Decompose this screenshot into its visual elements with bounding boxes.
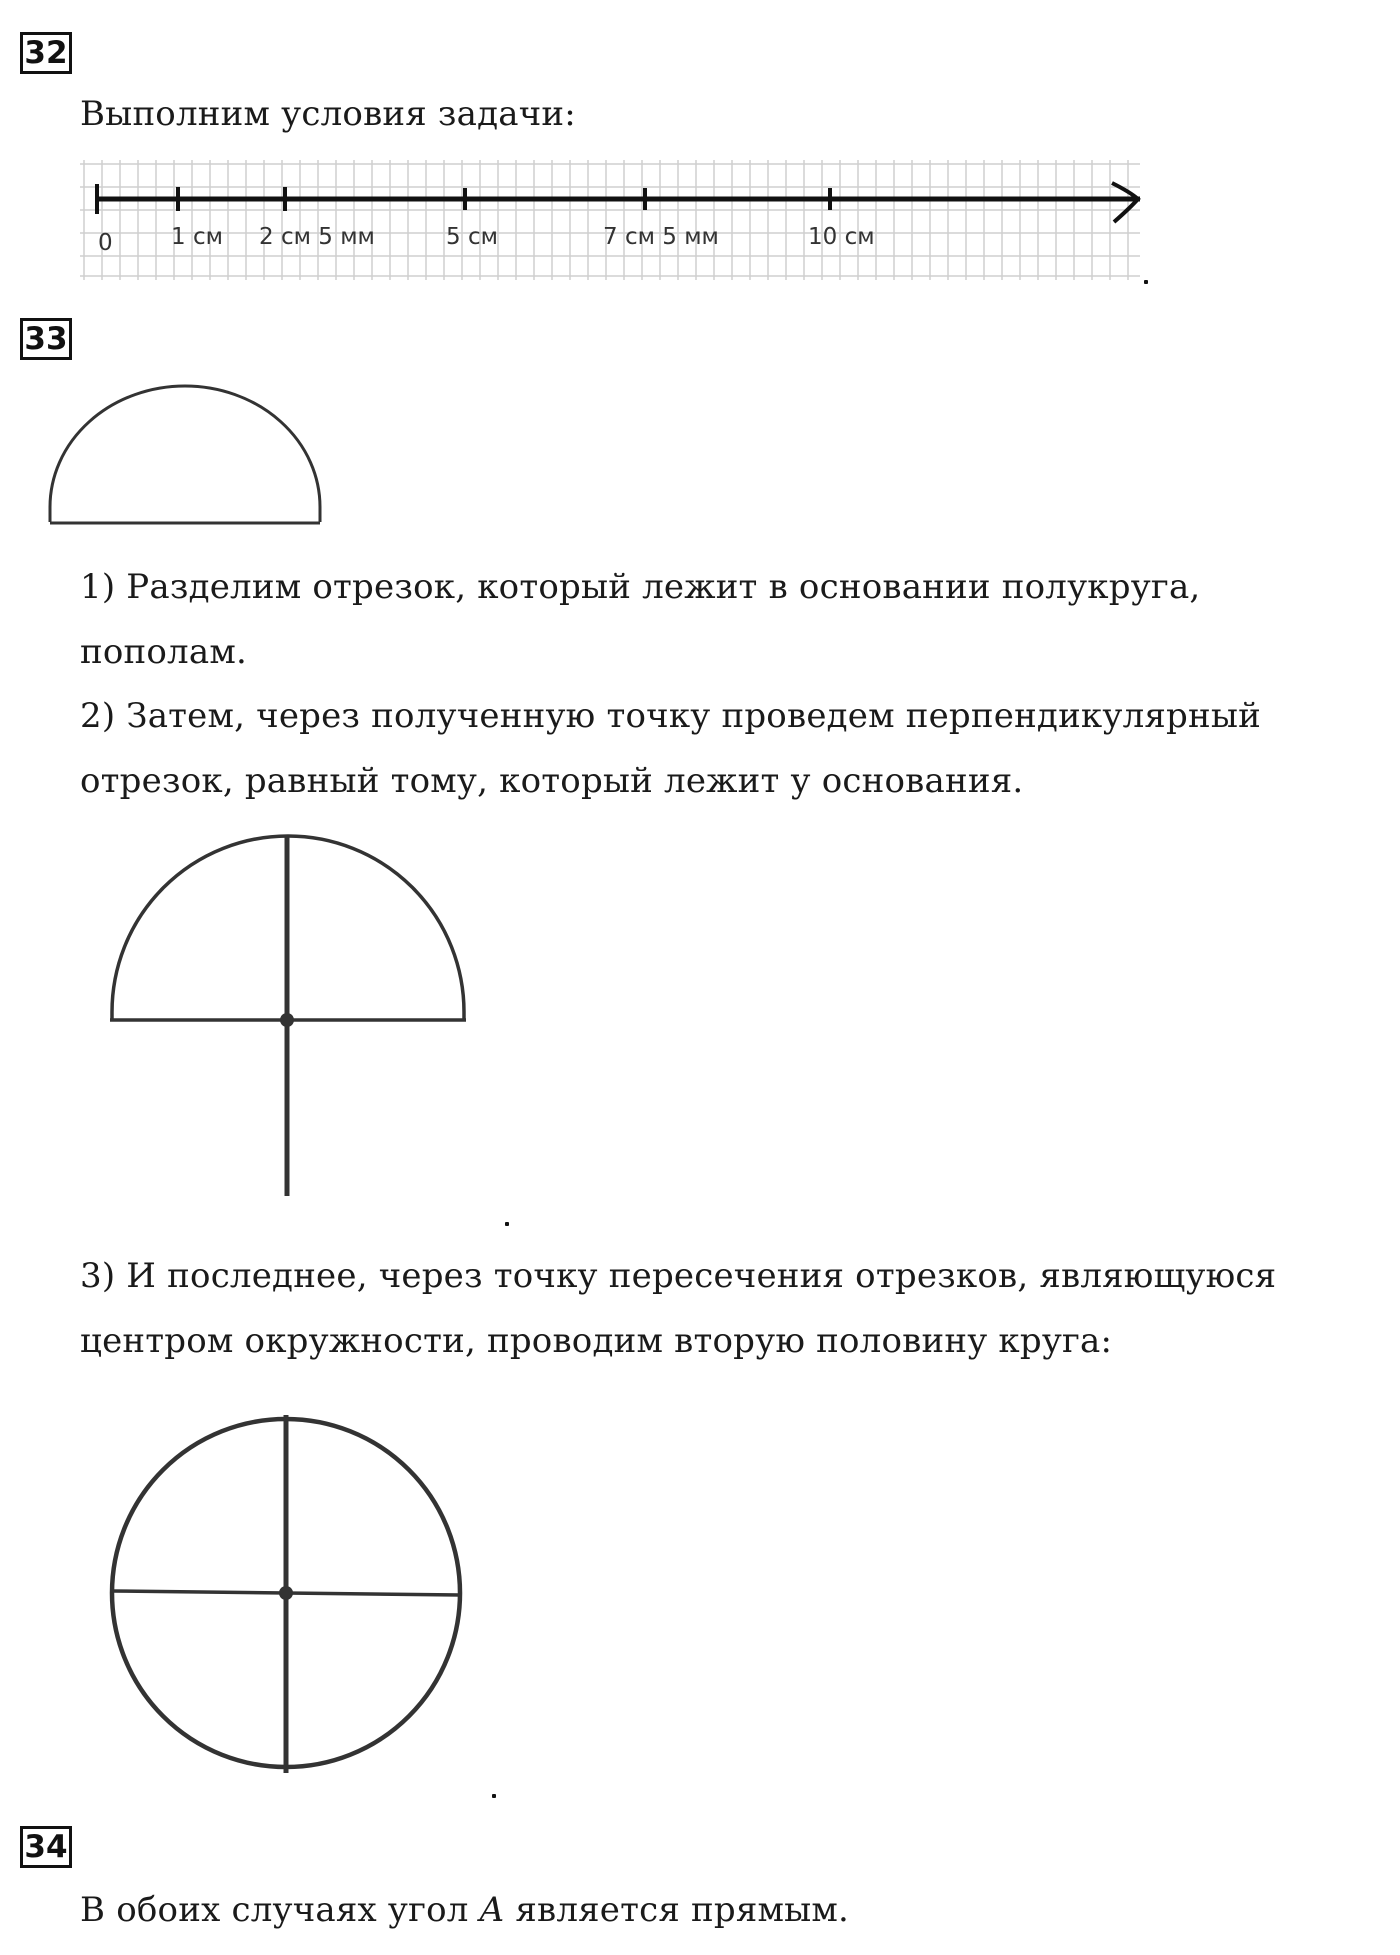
semicircle-arc: [50, 386, 320, 522]
semicircle-with-perpendicular-figure: [100, 830, 480, 1200]
number-line-arrowhead: [1112, 183, 1138, 222]
full-circle-figure: [100, 1405, 480, 1785]
grid-paper: [80, 160, 1140, 280]
step-3-line-1: 3) И последнее, через точку пересечения отрезков, являющуюся: [80, 1256, 1277, 1296]
trailing-period-33a: [505, 1222, 509, 1226]
problem-number-34: 34: [20, 1826, 72, 1868]
angle-name: A: [479, 1890, 505, 1930]
number-line-figure: [0, 150, 1400, 290]
circle-center-point: [279, 1586, 293, 1600]
center-point: [280, 1013, 294, 1027]
trailing-period-32: [1144, 280, 1148, 284]
tick-label-0: 0: [98, 230, 113, 256]
tick-label-7cm5mm: 7 см 5 мм: [603, 224, 719, 250]
tick-label-10cm: 10 см: [808, 224, 875, 250]
problem-32-intro: Выполним условия задачи:: [80, 94, 576, 134]
tick-label-2cm5mm: 2 см 5 мм: [259, 224, 375, 250]
step-3-line-2: центром окружности, проводим вторую половину круга:: [80, 1321, 1113, 1361]
problem-number-33: 33: [20, 318, 72, 360]
problem-number-32: 32: [20, 32, 72, 74]
step-1-line-1: 1) Разделим отрезок, который лежит в основании полукруга,: [80, 567, 1201, 607]
semicircle-figure: [40, 385, 340, 525]
step-2-line-2: отрезок, равный тому, который лежит у основания.: [80, 761, 1024, 801]
problem-34-text-after: является прямым.: [504, 1890, 850, 1930]
problem-34-statement: [80, 1890, 849, 1930]
trailing-period-33b: [492, 1794, 496, 1798]
problem-34-text-before: В обоих случаях угол: [80, 1890, 480, 1930]
step-1-line-2: пополам.: [80, 632, 247, 672]
tick-label-5cm: 5 см: [446, 224, 498, 250]
step-2-line-1: 2) Затем, через полученную точку проведем перпендикулярный: [80, 696, 1261, 736]
tick-label-1cm: 1 см: [171, 224, 223, 250]
